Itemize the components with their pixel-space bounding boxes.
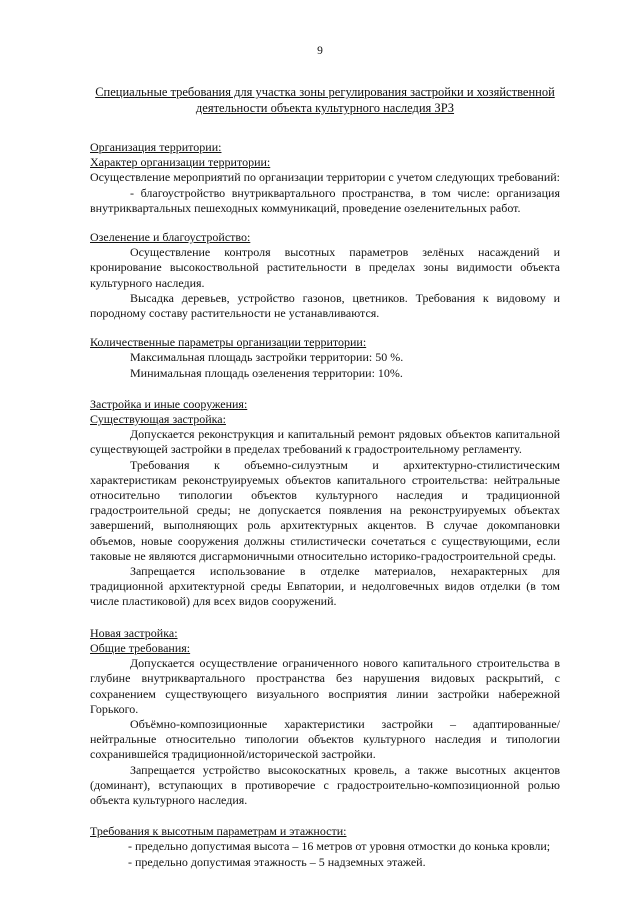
subheading-general-requirements: Общие требования: [90, 640, 191, 655]
paragraph: Запрещается устройство высокоскатных кровель, а также высотных акцентов (доминант), вступающих в противоречие с градостроительно-композиционной ролью объекта культурного наследия. [90, 762, 560, 807]
paragraph: Требования к объемно-силуэтным и архитектурно-стилистическим характеристикам реконструируемых объектов капитального строительства: нейтральные относительно типологии объектов культурного наследия и традиционной градостроительной среды; не допускается появления на реконструируемых объектах завершений, выполняющих роль архитектурных акцентов. В случае докомпановки объемов, новые сооружения должны стилистически сочетаться с существующими, если таковые не являются дисгармоничными относительно историко-градостроительной среды. [90, 457, 560, 563]
paragraph: Допускается осуществление ограниченного нового капитального строительства в глубине внутриквартального пространства без нарушения видовых раскрытий, с сохранением существующего визуального восприятия линии застройки набережной Горького. [90, 656, 560, 716]
subheading-organization-character: Характер организации территории: [90, 155, 271, 170]
page-number: 9 [317, 45, 323, 57]
document-title: Специальные требования для участка зоны регулирования застройки и хозяйственной деятельности объекта культурного наследия ЗРЗ [95, 85, 555, 115]
section-heading-height: Требования к высотным параметрам и этажности: [90, 824, 347, 839]
subheading-existing-buildings: Существующая застройка: [90, 412, 226, 427]
paragraph: - предельно допустимая этажность – 5 надземных этажей. [128, 854, 426, 869]
paragraph: - предельно допустимая высота – 16 метров от уровня отмостки до конька кровли; [128, 839, 551, 854]
paragraph: Минимальная площадь озеленения территории: 10%. [130, 365, 403, 380]
paragraph: Осуществление контроля высотных параметров зелёных насаждений и кронирование высокоствольной растительности в пределах зоны видимости объекта культурного наследия. [90, 245, 560, 290]
paragraph: Объёмно-композиционные характеристики застройки – адаптированные/нейтральные относительно типологии объектов культурного наследия и типологии сохранившейся традиционной/исторической застройки. [90, 716, 560, 762]
paragraph: Максимальная площадь застройки территории: 50 %. [130, 350, 404, 365]
section-heading-organization: Организация территории: [90, 140, 222, 154]
paragraph: - благоустройство внутриквартального пространства, в том числе: организация внутриквартальных пешеходных коммуникаций, проведение озеленительных работ. [90, 185, 560, 215]
document-body [90, 140, 560, 870]
section-heading-buildings: Застройка и иные сооружения: [90, 396, 248, 411]
paragraph: Допускается реконструкция и капитальный ремонт рядовых объектов капитальной существующей застройки в пределах требований к градостроительному регламенту. [90, 427, 560, 457]
section-heading-new-buildings: Новая застройка: [90, 625, 178, 640]
paragraph: Запрещается использование в отделке материалов, нехарактерных для традиционной архитектурной среды Евпатории, и недолговечных видов отделки (в том числе пластиковой) для всех видов сооружений. [90, 564, 560, 609]
paragraph: Осуществление мероприятий по организации территории с учетом следующих требований: [90, 170, 561, 185]
section-heading-quantitative: Количественные параметры организации территории: [90, 335, 367, 350]
paragraph: Высадка деревьев, устройство газонов, цветников. Требования к видовому и породному составу растительности не устанавливаются. [90, 290, 560, 321]
section-heading-greening: Озеленение и благоустройство: [90, 230, 251, 245]
